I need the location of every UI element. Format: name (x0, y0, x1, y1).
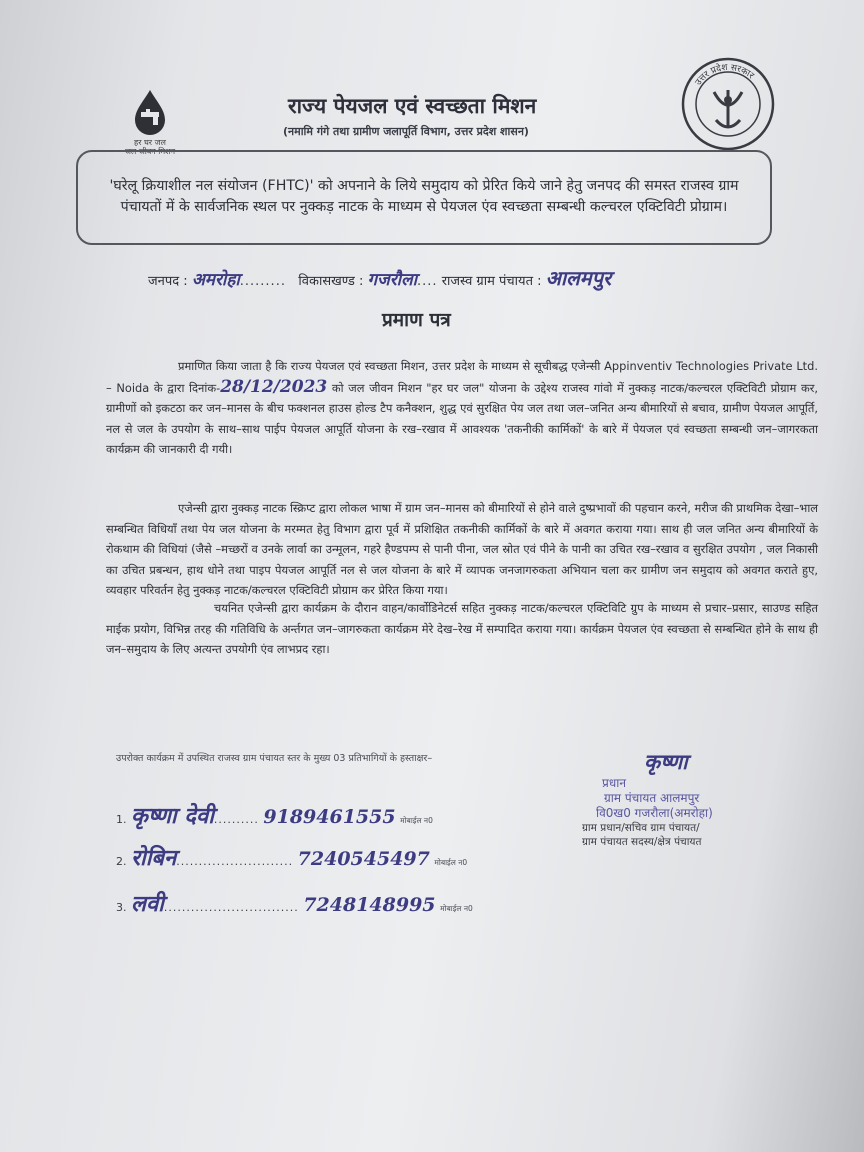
panchayat-value: आलमपुर (545, 266, 612, 290)
block-label: विकासखण्ड : (298, 274, 364, 289)
mobile-label: मोबाईल न0 (440, 904, 473, 913)
participant-number: 2. (116, 855, 127, 868)
har-ghar-jal-logo (105, 88, 195, 156)
pradhan-stamp (582, 748, 782, 849)
logo-text-line2: जल जीवन मिशन (124, 147, 176, 156)
paragraph-3-text: चयनित एजेन्सी द्वारा कार्यक्रम के दौरान वाहन/कार्वोडिनेटर्स सहित नुक्कड़ नाटक/कल्चरल एक्टिविटि ग्रुप के माध्यम से प्रचार–प्रसार, साउण्ड सहित माईक प्रयोग, विभिन्न तरह की गतिविधि के अर्न्तगत जन–जागरुकता कार्यक्रम मेरे देख–रेख में सम्पादित कराया गया। कार्यक्रम पेयजल एंव स्वच्छता से सम्बन्धित होने के साथ ही जन–समुदाय के लिए अत्यन्त उपयोगी एंव लाभप्रद रहा। (106, 601, 818, 656)
programme-text: 'घरेलू क्रियाशील नल संयोजन (FHTC)' को अपनाने के लिये समुदाय को प्रेरित किये जाने हेतु जनपद की समस्त राजस्व ग्राम पंचायतों में के सार्वजनिक स्थल पर नुक्कड़ नाटक के माध्यम से पेयजल एंव स्वच्छता सम्बन्धी कल्चरल एक्टिविटी प्रोग्राम। (109, 178, 739, 215)
water-drop-tap-icon (127, 88, 173, 138)
pradhan-signature: कृष्णा (644, 749, 688, 774)
mobile-label: मोबाईल न0 (400, 816, 433, 825)
participant-number: 1. (116, 813, 127, 826)
certificate-title: प्रमाण पत्र (382, 309, 451, 331)
participant-phone: 7248148995 (303, 894, 436, 916)
panchayat-label: राजस्व ग्राम पंचायत : (441, 274, 542, 289)
participant-name: रोबिन (131, 845, 177, 871)
block-value: गजरौला (367, 270, 418, 290)
janpad-label: जनपद : (148, 274, 188, 289)
paragraph-2-text: एजेन्सी द्वारा नुक्कड़ नाटक स्क्रिप्ट द्वारा लोकल भाषा में ग्राम जन–मानस को बीमारियों से होने वाले दुष्प्रभावों की पहचान करने, मरीज की प्राथमिक देखा–भाल सम्बन्धित विधियाँ तथा पेय जल योजना के मरम्मत हेतु विभाग द्वारा पूर्व में प्रशिक्षित तकनीकी कार्मिकों के बारे में अवगत कराया गया। साथ ही जल जनित अन्य बीमारियों के रोकथाम की विधियां (जैसे –मच्छरों व उनके लार्वा का उन्मूलन, गहरे हैण्डपम्प से पानी पीना, जल स्रोत एवं पीने के पानी का उचित रख–रखाव व सुरक्षित उपयोग , जल निकासी का उचित प्रबन्धन, हाथ धोने तथा पाइप पेयजल आपूर्ति नल से जल योजना के बारे में व्यापक जनजागरुकता अभियान चला कर ग्रामीण जन समुदाय को अवगत कराते हुए, व्यवहार परिवर्तन हेतु नुक्कड़ नाटक/कल्चरल एक्टिविटी प्रोग्राम कर प्रेरित किया गया। (106, 501, 818, 597)
participant-name: कृष्णा देवी (131, 803, 214, 829)
page-subtitle: (नमामि गंगे तथा ग्रामीण जलापूर्ति विभाग, उत्तर प्रदेश शासन) (283, 125, 529, 138)
stamp-line-3: वि0ख0 गजरौला(अमरोहा) (596, 806, 713, 820)
participant-name: लवी (131, 891, 164, 917)
location-line: जनपद : अमरोहा......... विकासखण्ड : गजरौला.... राजस्व ग्राम पंचायत : आलमपुर (148, 266, 612, 290)
programme-title-box (76, 150, 772, 245)
paragraph-1-part-a: प्रमाणित किया जाता है कि राज्य पेयजल एवं स्वच्छता मिशन, उत्तर प्रदेश के माध्यम से सूचीबद्ध एजेन्सी Appinventiv Technologies Private Ltd. – Noida के द्वारा दिनांक- (106, 359, 818, 395)
signatures-intro: उपरोक्त कार्यक्रम में उपस्थित राजस्व ग्राम पंचायत स्तर के मुख्य 03 प्रतिभागियों के हस्ताक्षर– (116, 753, 433, 764)
paragraph-1-part-b: को जल जीवन मिशन "हर घर जल" योजना के उद्देश्य राजस्व गांवो में नुक्कड़ नाटक/कल्चरल एक्टिविटी प्रोग्राम कर, ग्रामीणों को इकटठा कर जन–मानस के बीच फक्शनल हाउस होल्ड टैप कनैक्शन, शुद्ध एवं सुरक्षित पेय जल तथा जल–जनित अन्य बीमारियों से बचाव, ग्रामीण पेयजल आपूर्ति, नल से जल के उपयोग के साथ–साथ पाईप पेयजल आपूर्ति योजना के रख–रखाव में आवश्यक 'तकनीकी कार्मिकों' के बारे में पेयजल एवं स्वच्छता सम्बन्धी जन–जागरकता कार्यक्रम की जानकारी दी गयी। (106, 380, 818, 456)
certificate-paragraph-1 (106, 356, 818, 460)
page-title: राज्य पेयजल एवं स्वच्छता मिशन (288, 94, 537, 118)
up-government-seal (680, 56, 776, 152)
stamp-line-1: प्रधान (602, 776, 626, 790)
certificate-paragraph-3 (106, 598, 818, 660)
stamp-line-2: ग्राम पंचायत आलमपुर (604, 791, 700, 805)
mobile-label: मोबाईल न0 (434, 858, 468, 867)
logo-text-line1: हर घर जल (134, 138, 166, 147)
seal-text: उत्तर प्रदेश सरकार (693, 62, 756, 88)
participant-row: 1. कृष्णा देवी.......... 9189461555 मोबाईल न0 (116, 803, 433, 829)
programme-date: 28/12/2023 (220, 376, 328, 397)
certificate-paragraph-2 (106, 498, 818, 601)
participant-row: 2. रोबिन.......................... 7240545497 मोबाईल न0 (116, 845, 468, 871)
janpad-value: अमरोहा (191, 270, 240, 290)
stamp-role-1: ग्राम प्रधान/सचिव ग्राम पंचायत/ (582, 822, 700, 834)
participant-number: 3. (116, 901, 127, 914)
participant-row: 3. लवी.............................. 7248148995 मोबाईल न0 (116, 891, 473, 917)
participant-phone: 9189461555 (263, 806, 396, 828)
stamp-role-2: ग्राम पंचायत सदस्य/क्षेत्र पंचायत (582, 836, 702, 848)
participant-phone: 7240545497 (297, 848, 430, 870)
